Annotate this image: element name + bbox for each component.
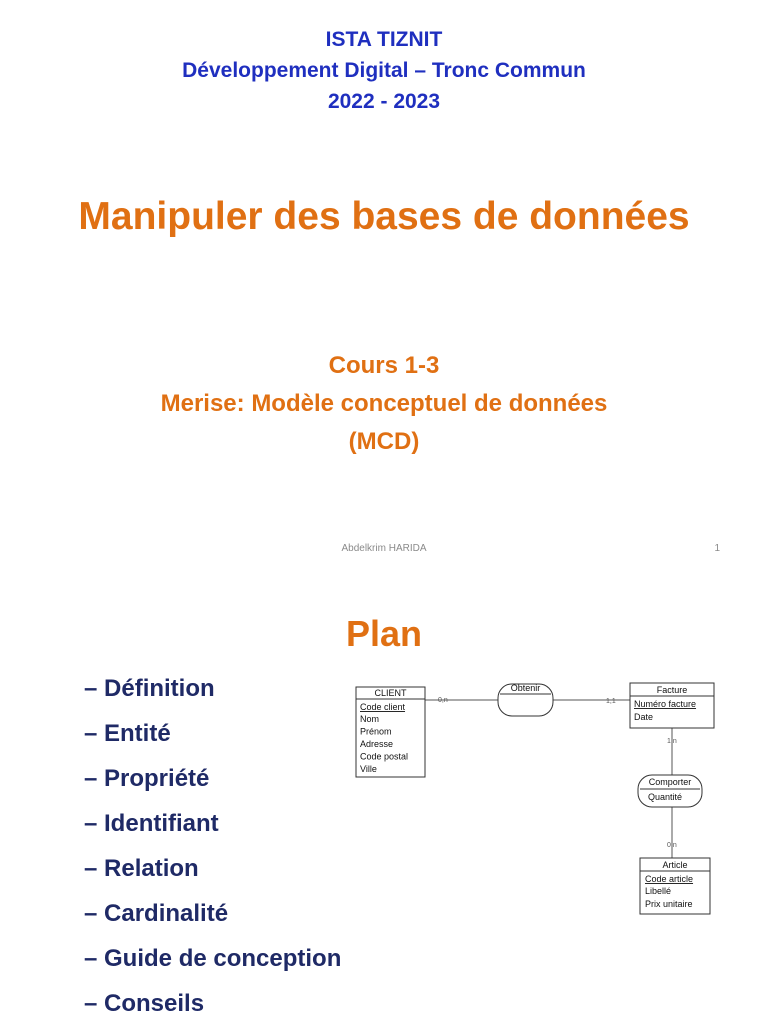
program-name: Développement Digital – Tronc Commun (182, 59, 586, 82)
cardinality-client-obtenir: 0,n (438, 697, 448, 704)
plan-item: – Définition (84, 675, 215, 702)
slide-title: Manipuler des bases de données (78, 195, 690, 238)
entity-article-attr: Prix unitaire (645, 899, 693, 909)
school-name: ISTA TIZNIT (325, 28, 443, 51)
entity-article (640, 858, 710, 914)
plan-item: – Propriété (84, 765, 210, 792)
entity-facture-key: Numéro facture (634, 699, 697, 709)
mcd-diagram (0, 585, 768, 1024)
entity-facture (630, 683, 714, 728)
entity-facture-attr: Date (634, 712, 654, 722)
association-obtenir (498, 683, 553, 716)
cardinality-article-comporter: 0,n (667, 842, 677, 849)
plan-item: – Conseils (84, 990, 205, 1017)
course-number: Cours 1-3 (328, 352, 440, 379)
association-comporter (638, 775, 702, 807)
entity-facture-name: Facture (656, 685, 688, 695)
association-comporter-name: Comporter (648, 777, 692, 787)
plan-item: – Identifiant (84, 810, 219, 837)
plan-item: – Entité (84, 720, 171, 747)
entity-client (356, 687, 425, 777)
entity-client-attr: Adresse (360, 739, 394, 749)
plan-slide (0, 585, 768, 1024)
entity-client-attr: Ville (360, 764, 377, 774)
cardinality-facture-comporter: 1,n (667, 738, 677, 745)
entity-article-key: Code article (645, 874, 694, 884)
entity-client-attr: Nom (360, 714, 380, 724)
school-year: 2022 - 2023 (327, 90, 441, 113)
plan-item: – Guide de conception (84, 945, 342, 972)
association-comporter-attr: Quantité (647, 792, 683, 802)
plan-title: Plan (345, 613, 423, 654)
entity-article-name: Article (662, 860, 688, 870)
page-number: 1 (714, 543, 720, 554)
cardinality-obtenir-facture: 1,1 (606, 698, 616, 705)
course-subtitle: Merise: Modèle conceptuel de données (160, 390, 608, 417)
author-name: Abdelkrim HARIDA (341, 543, 427, 554)
plan-item: – Relation (84, 855, 199, 882)
entity-article-attr: Libellé (645, 886, 672, 896)
course-abbreviation: (MCD) (348, 428, 420, 455)
entity-client-attr: Prénom (360, 726, 392, 737)
entity-client-attr: Code postal (360, 751, 409, 762)
association-obtenir-name: Obtenir (510, 683, 541, 693)
plan-item: – Cardinalité (84, 900, 229, 927)
entity-client-key: Code client (360, 702, 406, 712)
entity-client-name: CLIENT (374, 688, 407, 698)
